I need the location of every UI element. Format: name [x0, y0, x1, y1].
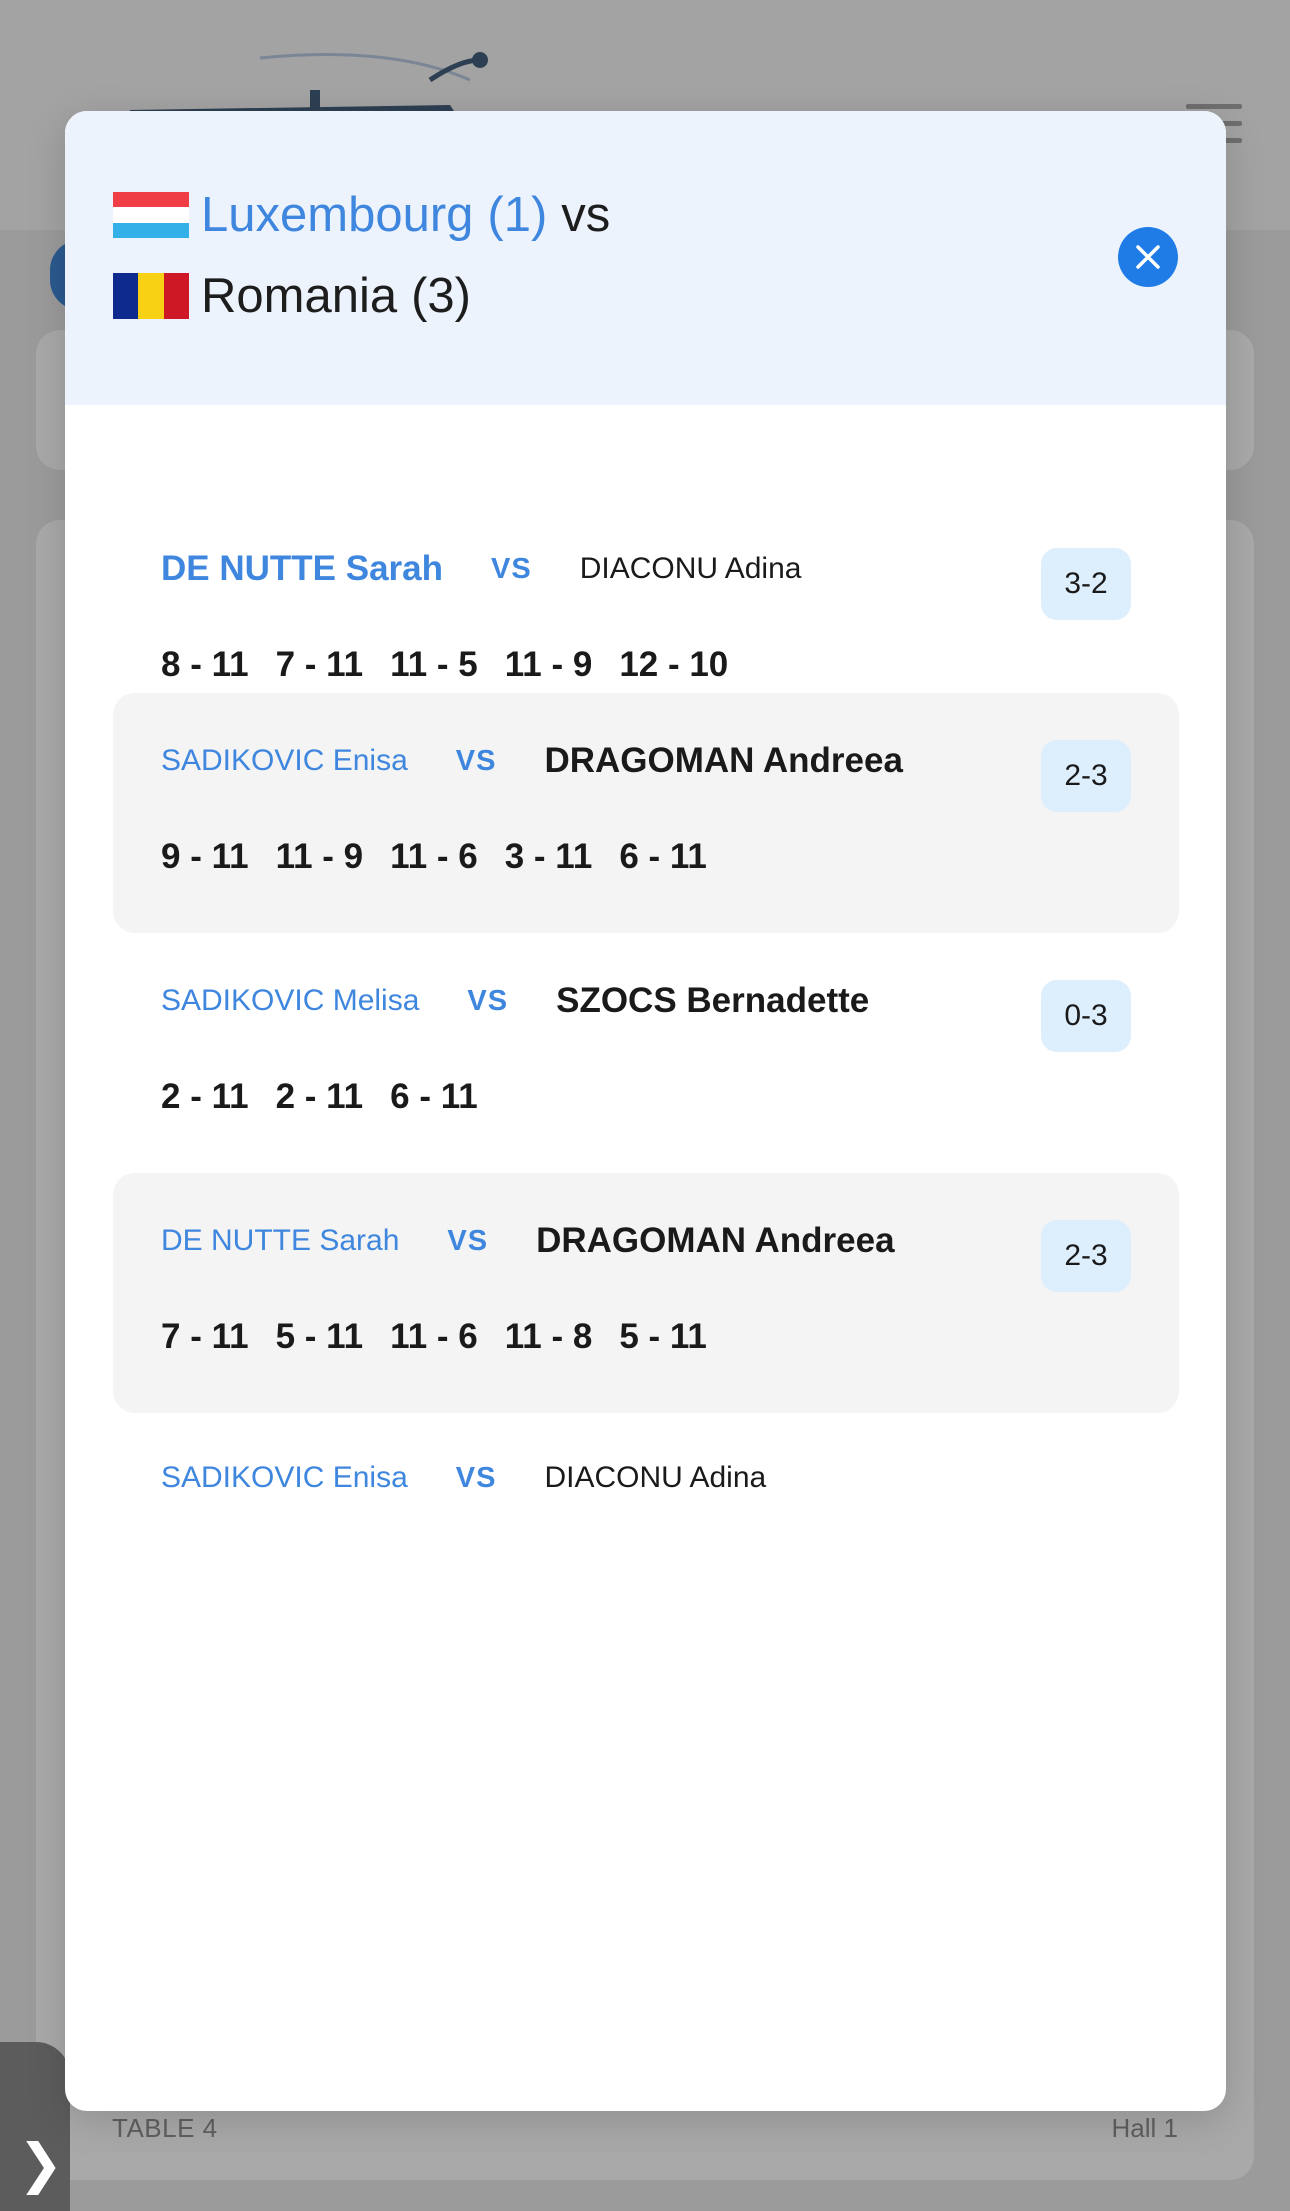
- match-row[interactable]: [113, 1413, 1179, 1653]
- match-players: [161, 741, 903, 781]
- match-row[interactable]: [113, 693, 1179, 933]
- chevron-right-icon: ❯: [18, 2134, 64, 2194]
- close-icon: [1134, 243, 1162, 271]
- modal-header: [65, 111, 1226, 405]
- set-scores: [161, 645, 755, 685]
- team1-line: [113, 187, 610, 243]
- team2-name: Romania: [201, 269, 398, 323]
- set-score: 11 - 5: [390, 645, 478, 684]
- team1-score: (1): [487, 188, 548, 242]
- side-drawer-tab[interactable]: [0, 2042, 70, 2211]
- set-score: 11 - 8: [504, 1317, 593, 1356]
- match-score-badge: 2-3: [1041, 1220, 1131, 1292]
- vs-label: VS: [455, 744, 497, 777]
- player1-name: SADIKOVIC Enisa: [161, 744, 408, 777]
- set-score: 8 - 11: [161, 645, 249, 684]
- romania-flag-icon: [113, 273, 189, 319]
- player1-name: SADIKOVIC Melisa: [161, 984, 420, 1017]
- player2-name: DRAGOMAN Andreea: [536, 1221, 895, 1260]
- vs-label: VS: [467, 984, 509, 1017]
- hall-label: Hall 1: [1111, 2113, 1178, 2143]
- set-score: 6 - 11: [619, 837, 707, 876]
- match-score-badge: 2-3: [1041, 740, 1131, 812]
- set-score: 2 - 11: [275, 1077, 364, 1116]
- set-score: 11 - 9: [275, 837, 364, 876]
- vs-label: VS: [491, 552, 532, 585]
- match-score-badge: 3-2: [1041, 548, 1131, 620]
- set-score: 3 - 11: [504, 837, 593, 876]
- team2-score: (3): [411, 269, 471, 323]
- set-score: 7 - 11: [275, 645, 364, 684]
- match-details-modal: [65, 111, 1226, 2111]
- set-score: 2 - 11: [161, 1077, 249, 1116]
- match-players: [161, 1221, 895, 1261]
- set-scores: [161, 1077, 505, 1117]
- versus-label: vs: [561, 188, 611, 242]
- set-score: 6 - 11: [390, 1077, 478, 1116]
- team2-line: [113, 268, 471, 324]
- set-score: 9 - 11: [161, 837, 249, 876]
- match-players: [161, 981, 869, 1021]
- player2-name: DIACONU Adina: [579, 552, 802, 585]
- set-score: 5 - 11: [619, 1317, 707, 1356]
- vs-label: VS: [447, 1224, 489, 1257]
- player2-name: DIACONU Adina: [544, 1461, 767, 1494]
- team1-name: Luxembourg: [201, 188, 474, 242]
- player2-name: SZOCS Bernadette: [556, 981, 870, 1020]
- set-score: 11 - 6: [390, 1317, 478, 1356]
- set-score: 11 - 9: [504, 645, 593, 684]
- luxembourg-flag-icon: [113, 192, 189, 238]
- close-button[interactable]: [1118, 227, 1178, 287]
- match-players: [161, 1461, 766, 1495]
- set-score: 12 - 10: [619, 645, 729, 684]
- match-row[interactable]: [113, 933, 1179, 1173]
- vs-label: VS: [455, 1461, 497, 1494]
- player1-name: SADIKOVIC Enisa: [161, 1461, 408, 1494]
- match-row[interactable]: [113, 1173, 1179, 1413]
- player2-name: DRAGOMAN Andreea: [544, 741, 903, 780]
- set-score: 5 - 11: [275, 1317, 364, 1356]
- set-scores: [161, 1317, 734, 1357]
- player1-name: DE NUTTE Sarah: [161, 1224, 400, 1257]
- logo-icon: [130, 50, 520, 120]
- match-players: [161, 549, 801, 589]
- set-score: 7 - 11: [161, 1317, 249, 1356]
- set-scores: [161, 837, 734, 877]
- match-score-badge: 0-3: [1041, 980, 1131, 1052]
- table-label: TABLE 4: [112, 2113, 218, 2143]
- set-score: 11 - 6: [390, 837, 478, 876]
- player1-name: DE NUTTE Sarah: [161, 549, 443, 588]
